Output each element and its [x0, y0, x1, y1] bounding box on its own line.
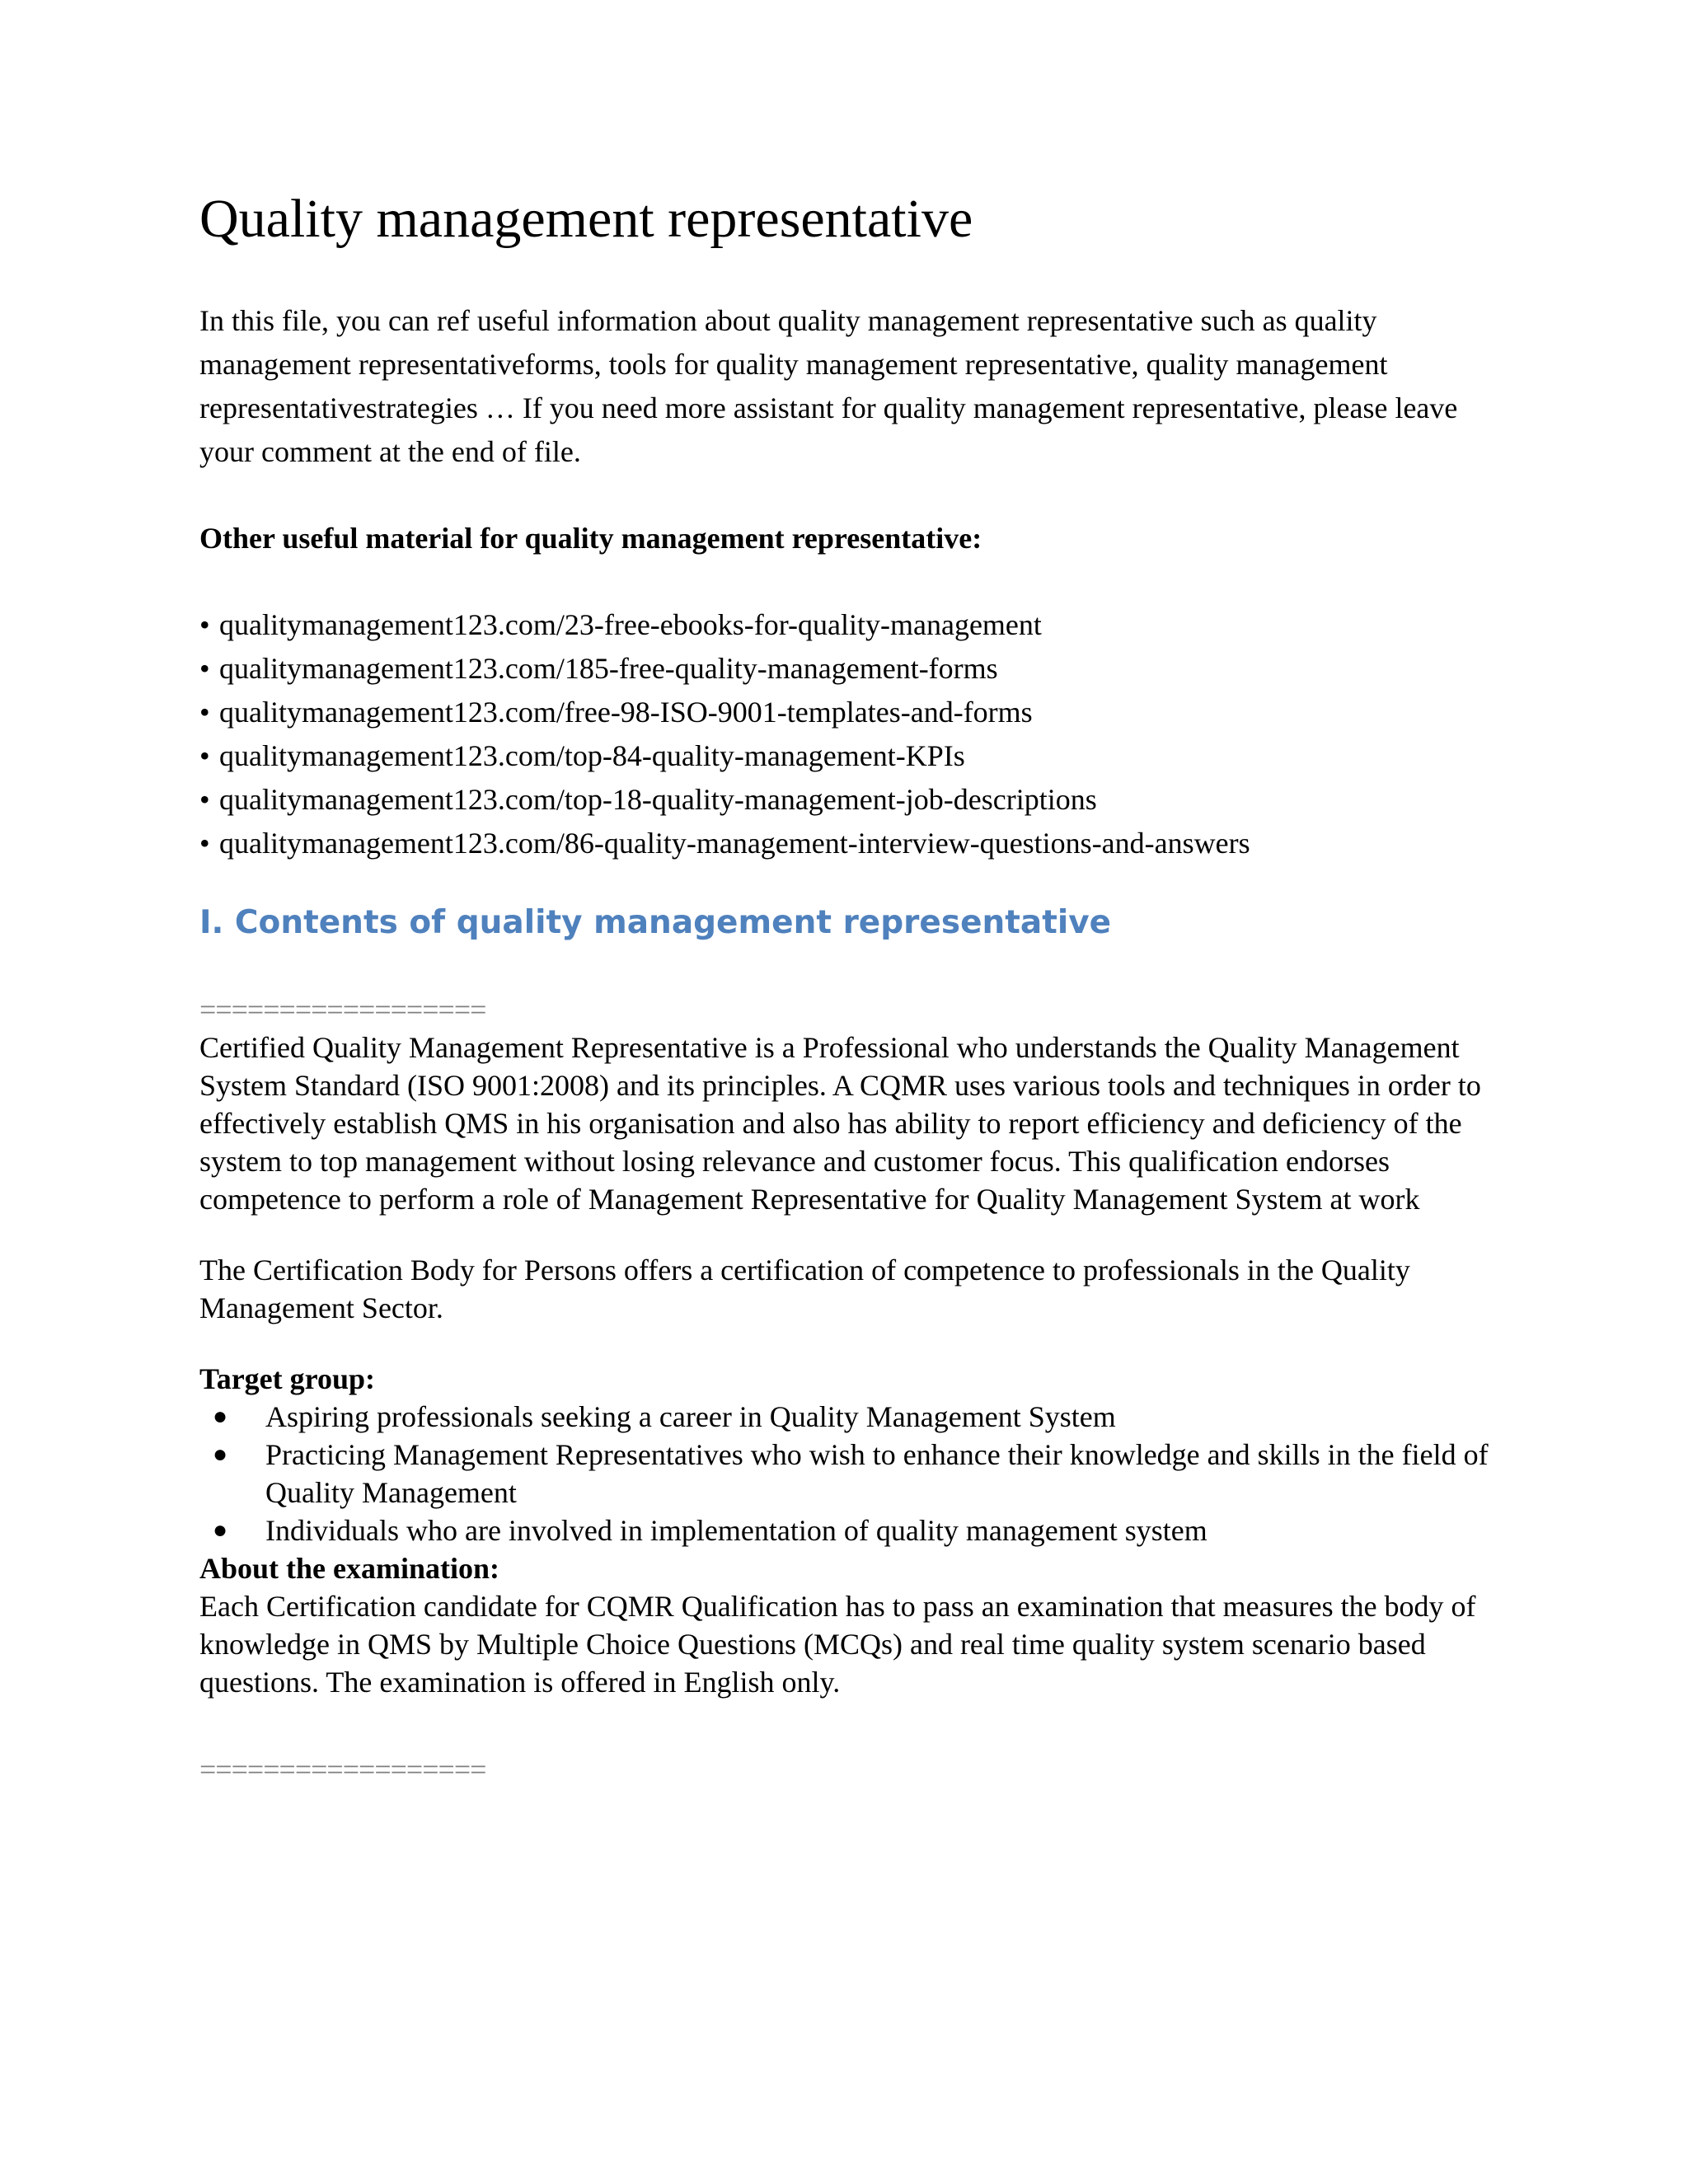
target-item-text: Individuals who are involved in implementation of quality management system [265, 1513, 1207, 1547]
bullet-icon: • [199, 651, 210, 685]
spacer [199, 1218, 1518, 1251]
certification-paragraph: The Certification Body for Persons offers a certification of competence to professionals in the Quality Management Sector. [199, 1253, 1410, 1324]
exam-paragraph: Each Certification candidate for CQMR Qualification has to pass an examination that measures the body of knowledge in QMS by Multiple Choice Questions (MCQs) and real time quality system scenario based questions. The examination is offered in English only. [199, 1589, 1476, 1699]
list-item [199, 603, 1518, 647]
target-group-list [199, 1398, 1518, 1549]
other-material-heading: Other useful material for quality management representative: [199, 521, 982, 555]
spacer [199, 948, 1518, 991]
list-item [199, 647, 1518, 691]
document-page [199, 190, 1518, 1788]
link-text[interactable]: qualitymanagement123.com/top-84-quality-management-KPIs [219, 738, 965, 772]
spacer [199, 1701, 1518, 1750]
separator-line: ================== [199, 992, 486, 1026]
list-item [199, 822, 1518, 865]
list-item [199, 691, 1518, 734]
target-item-text: Practicing Management Representatives who wish to enhance their knowledge and skills in the field of Quality Management [265, 1437, 1489, 1509]
bullet-icon: • [199, 607, 210, 641]
link-text[interactable]: qualitymanagement123.com/185-free-quality-management-forms [219, 651, 998, 685]
link-text[interactable]: qualitymanagement123.com/free-98-ISO-9001-templates-and-forms [219, 695, 1033, 729]
spacer [199, 1327, 1518, 1360]
document-title: Quality management representative [199, 189, 973, 249]
link-text[interactable]: qualitymanagement123.com/86-quality-management-interview-questions-and-answers [219, 826, 1250, 860]
section-heading: I. Contents of quality management representative [199, 903, 1112, 941]
intro-paragraph: In this file, you can ref useful information about quality management representative such as quality management representativeforms, tools for quality management representative, quality management representativestrategies … If you need more assistant for quality management representative, please leave your comment at the end of file. [199, 303, 1458, 468]
list-item [199, 734, 1518, 778]
bullet-icon: ● [213, 1402, 228, 1430]
cqmr-paragraph: Certified Quality Management Representative is a Professional who understands the Quality Management System Standard (ISO 9001:2008) and its principles. A CQMR uses various tools and techniques in order to effectively establish QMS in his organisation and also has ability to report efficiency and deficiency of the system to top management without losing relevance and customer focus. This qualification endorses competence to perform a role of Management Representative for Quality Management System at work [199, 1030, 1481, 1216]
bullet-icon: • [199, 826, 210, 860]
bullet-icon: • [199, 782, 210, 816]
list-item [213, 1511, 1518, 1549]
list-item [213, 1398, 1518, 1436]
exam-heading: About the examination: [199, 1551, 500, 1585]
spacer [199, 560, 1518, 603]
spacer [199, 865, 1518, 898]
links-list [199, 603, 1518, 865]
bullet-icon: ● [213, 1440, 228, 1468]
list-item [213, 1436, 1518, 1511]
target-item-text: Aspiring professionals seeking a career in Quality Management System [265, 1399, 1116, 1433]
bullet-icon: • [199, 738, 210, 772]
spacer [199, 474, 1518, 517]
target-group-heading: Target group: [199, 1361, 376, 1395]
bullet-icon: • [199, 695, 210, 729]
list-item [199, 778, 1518, 822]
link-text[interactable]: qualitymanagement123.com/top-18-quality-management-job-descriptions [219, 782, 1097, 816]
separator-line-end: ================== [199, 1752, 486, 1786]
link-text[interactable]: qualitymanagement123.com/23-free-ebooks-for-quality-management [219, 607, 1042, 641]
bullet-icon: ● [213, 1516, 228, 1544]
